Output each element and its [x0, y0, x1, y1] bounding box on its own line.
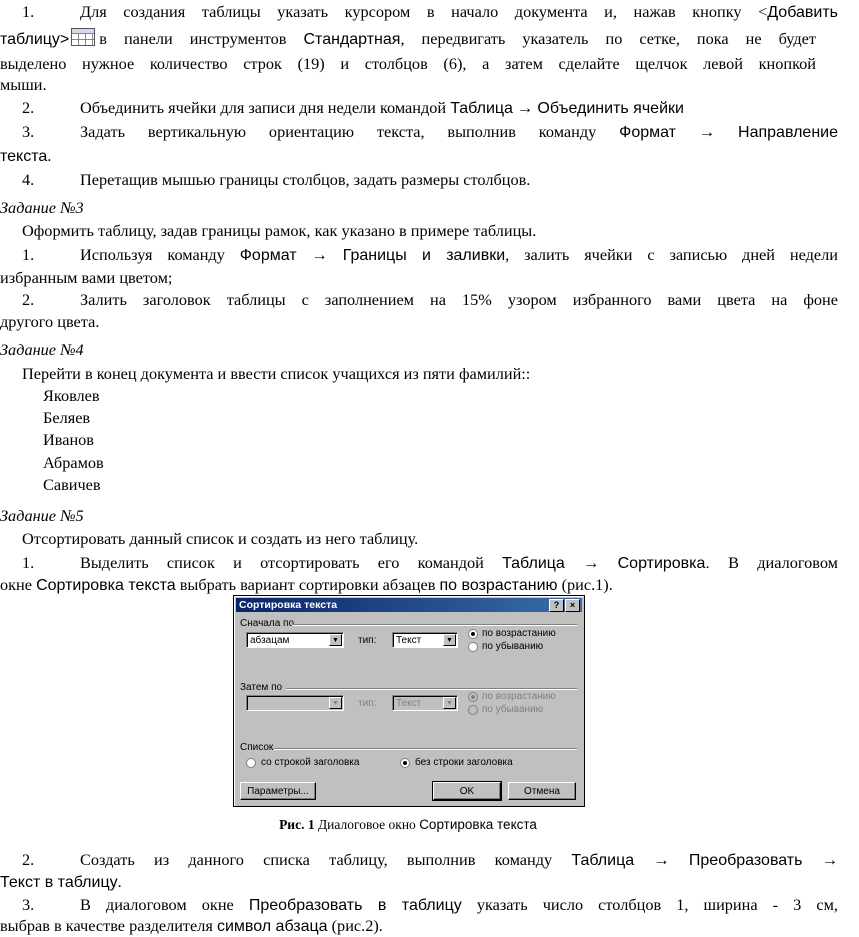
body-text: Объединить ячейки для записи дня недели командой: [80, 98, 447, 117]
body-text: Для создания таблицы указать курсором в начало документа и, нажав кнопку <: [80, 2, 768, 21]
name-item: Абрамов: [43, 453, 104, 472]
help-button[interactable]: ?: [549, 599, 564, 612]
task5-intro: Отсортировать данный список и создать из него таблицу.: [22, 529, 419, 548]
close-button[interactable]: ×: [565, 599, 580, 612]
ui-term: символ абзаца: [216, 918, 328, 935]
body-text: Задать вертикальную ориентацию текста, выполнив команду: [80, 122, 597, 141]
type-label: тип:: [358, 635, 377, 646]
item-number: 2.: [22, 850, 35, 869]
step1-line1: [0, 2, 838, 23]
table-icon: [71, 28, 95, 46]
caption-label: Рис. 1: [279, 817, 315, 832]
body-text: .: [47, 146, 52, 165]
figure-caption: [0, 817, 816, 833]
step1-line3: выделено нужное количество строк (19) и столбцов (6), а затем сделайте щелчок левой кнопкой: [0, 54, 816, 73]
ascending2-radio[interactable]: [468, 692, 478, 702]
body-text: Залить заголовок таблицы с заполнением на 15% узором избранного вами цвета на фоне: [80, 290, 838, 309]
task4-intro: Перейти в конец документа и ввести список учащихся из пяти фамилий::: [22, 364, 531, 383]
step4-line: [0, 170, 838, 190]
ui-term: Сортировка текста: [36, 577, 176, 594]
step3-line2: [0, 146, 816, 167]
dialog-titlebar: [236, 598, 582, 612]
task3-heading: Задание №3: [0, 198, 84, 217]
item-number: 2.: [22, 98, 35, 117]
with-header-radio[interactable]: [246, 758, 256, 768]
ascending2-label: по возрастанию: [482, 691, 556, 702]
step1-line4: мыши.: [0, 75, 47, 94]
task3-item1-line2: избранным вами цветом;: [0, 268, 173, 287]
select-value: абзацам: [250, 635, 290, 646]
item-number: 2.: [22, 290, 35, 309]
after-item2-line2: [0, 872, 816, 893]
first-by-select[interactable]: [246, 632, 344, 648]
name-item: Иванов: [43, 430, 94, 449]
ui-term: по возрастанию: [439, 577, 558, 594]
arrow-icon: →: [517, 98, 534, 117]
ascending-label: по возрастанию: [482, 628, 556, 639]
item-number: 1.: [22, 553, 35, 572]
arrow-icon: →: [311, 245, 328, 264]
ui-term: Преобразовать в таблицу: [248, 897, 462, 914]
dialog-title: Сортировка текста: [239, 599, 338, 611]
ui-term: Формат: [239, 247, 297, 264]
cancel-button[interactable]: Отмена: [508, 782, 576, 800]
after-item3-line2: [0, 916, 816, 937]
then-by-label: Затем по: [240, 682, 283, 693]
ui-term: Формат: [619, 124, 676, 141]
ui-term: Сортировка.: [617, 555, 710, 572]
ui-term: Стандартная: [303, 31, 401, 48]
ui-term: таблицу>: [0, 31, 70, 48]
ui-term: Таблица: [450, 100, 513, 117]
name-item: Яковлев: [43, 386, 100, 405]
caption-text: Диалоговое окно: [317, 817, 416, 832]
ui-term: Преобразовать: [688, 852, 803, 869]
ui-term: Направление: [738, 124, 838, 141]
task5-item1-line1: [0, 553, 838, 574]
task4-heading: Задание №4: [0, 340, 84, 359]
descending-label: по убыванию: [482, 641, 544, 652]
step2-line: [0, 98, 838, 119]
type-select[interactable]: [392, 632, 458, 648]
body-text: Перетащив мышью границы столбцов, задать размеры столбцов.: [80, 170, 531, 189]
chevron-down-icon: ▼: [443, 697, 456, 709]
list-label: Список: [240, 742, 274, 753]
body-text: В диалоговом: [728, 553, 838, 572]
task5-heading: Задание №5: [0, 506, 84, 525]
task3-item2-line2: другого цвета.: [0, 312, 100, 331]
without-header-radio[interactable]: [400, 758, 410, 768]
item-number: 1.: [22, 2, 35, 21]
arrow-icon: →: [698, 122, 716, 141]
descending2-radio[interactable]: [468, 705, 478, 715]
body-text: (рис.2).: [331, 916, 383, 935]
ui-term: Границы и заливки: [342, 247, 506, 264]
descending2-label: по убыванию: [482, 704, 544, 715]
ui-term: Таблица: [502, 555, 565, 572]
after-item3-line1: [0, 895, 838, 916]
type2-label: тип:: [358, 698, 377, 709]
ui-term: текста: [0, 148, 48, 165]
ui-term: Добавить: [767, 4, 838, 21]
body-text: выбрав в качестве разделителя: [0, 916, 213, 935]
body-text: Выделить список и отсортировать его командой: [80, 553, 484, 572]
ui-term: Объединить ячейки: [537, 100, 684, 117]
chevron-down-icon: ▼: [329, 697, 342, 709]
task3-intro: Оформить таблицу, задав границы рамок, как указано в примере таблицы.: [22, 221, 537, 240]
task3-item1-line1: [0, 245, 838, 266]
ui-term: Текст в таблицу: [0, 874, 118, 891]
chevron-down-icon: ▼: [443, 634, 456, 646]
body-text: .: [117, 872, 122, 891]
body-text: , передвигать указатель по сетке, пока не будет: [400, 29, 816, 48]
group-divider: [274, 748, 577, 749]
item-number: 4.: [22, 170, 35, 189]
name-item: Беляев: [43, 408, 91, 427]
task5-item1-line2: [0, 575, 816, 596]
type2-select[interactable]: [392, 695, 458, 711]
ui-term: Сортировка текста: [419, 817, 537, 832]
step1-line2: [0, 28, 816, 50]
chevron-down-icon: ▼: [329, 634, 342, 646]
step3-line1: [0, 122, 838, 143]
without-header-label: без строки заголовка: [415, 757, 513, 768]
then-by-select[interactable]: [246, 695, 344, 711]
body-text: выбрать вариант сортировки абзацев: [179, 575, 436, 594]
body-text: , залить ячейки с записью дней недели: [505, 245, 838, 264]
body-text: Используя команду: [80, 245, 225, 264]
body-text: Создать из данного списка таблицу, выполнив команду: [80, 850, 553, 869]
item-number: 1.: [22, 245, 35, 264]
body-text: указать число столбцов 1, ширина - 3 см,: [476, 895, 838, 914]
ui-term: Таблица: [571, 852, 635, 869]
item-number: 3.: [22, 895, 35, 914]
task3-item2-line1: [0, 290, 838, 310]
item-number: 3.: [22, 122, 35, 141]
arrow-icon: →: [821, 850, 838, 869]
ok-button[interactable]: OK: [433, 782, 501, 800]
sort-text-dialog: [233, 595, 585, 807]
arrow-icon: →: [583, 553, 600, 572]
descending-radio[interactable]: [468, 642, 478, 652]
select-value: Текст: [396, 635, 422, 646]
group-divider: [292, 624, 577, 625]
body-text: в панели инструментов: [99, 29, 287, 48]
with-header-label: со строкой заголовка: [261, 757, 360, 768]
name-item: Савичев: [43, 475, 101, 494]
arrow-icon: →: [653, 850, 670, 869]
first-by-label: Сначала по: [240, 618, 295, 629]
body-text: окне: [0, 575, 32, 594]
ascending-radio[interactable]: [468, 629, 478, 639]
body-text: (рис.1).: [561, 575, 613, 594]
parameters-button[interactable]: Параметры...: [240, 782, 316, 800]
after-item2-line1: [0, 850, 838, 871]
body-text: В диалоговом окне: [80, 895, 234, 914]
group-divider: [286, 688, 577, 689]
select-value: Текст: [396, 698, 422, 709]
